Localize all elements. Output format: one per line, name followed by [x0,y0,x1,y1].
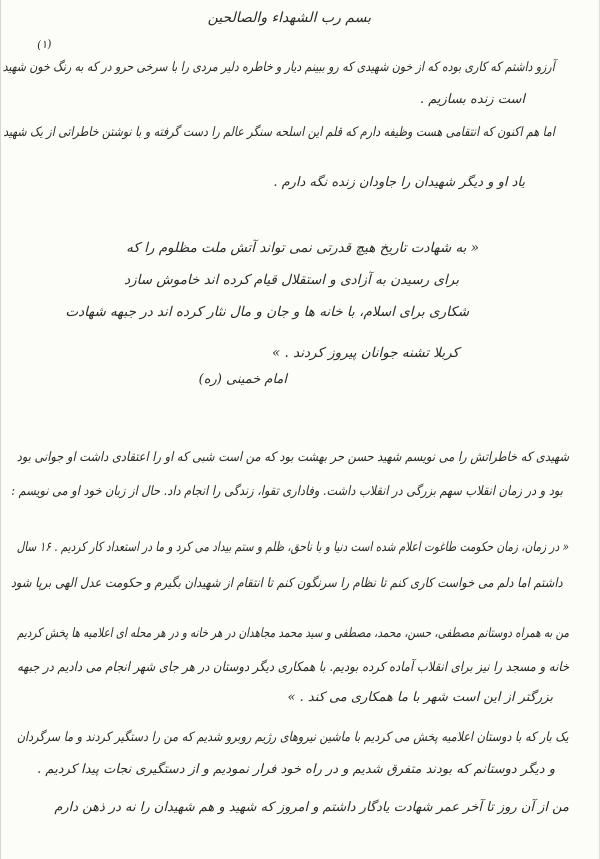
body-line: یک بار که با دوستان اعلامیه پخش می کردیم با ماشین نیروهای رژیم روبرو شدیم که من را دستگیر کردند و ما سرگردان [17,730,569,745]
quote-line: « به شهادت تاریخ هیچ قدرتی نمی تواند آتش ملت مظلوم را که [126,240,479,256]
body-line: بود و در زمان انقلاب سهم بزرگی در انقلاب داشت. وفاداری تقوا، زندگی را انجام داد. حال از زبان خود او می نویسم : [11,484,563,499]
body-line: بزرگتر از این است شهر با ما همکاری می کند . » [287,690,553,705]
quote-line: برای رسیدن به آزادی و استقلال قیام کرده اند خاموش سازد [124,272,459,288]
intro-line: آرزو داشتم که کاری بوده که از خون شهیدی که رو ببینم دیار و خاطره دلیر مردی را با سرخی حرو در که به رنگ خون شهید [2,60,555,75]
margin-note: (۱) [36,37,53,52]
quote-line: شکاری برای اسلام، با خانه ها و جان و مال نثار کرده اند در جبهه شهادت [65,304,469,320]
intro-line: یاد او و دیگر شهیدان را جاودان زنده نگه دارم . [273,175,525,190]
body-line: من به همراه دوستانم مصطفی، حسن، محمد، مصطفی و سید محمد مجاهدان در هر خانه و در هر محله ای اعلامیه ها پخش کردیم [17,626,569,641]
quote-line: کربلا تشنه جوانان پیروز کردند . » [271,345,459,361]
body-line: خانه و مسجد را نیز برای انقلاب آماده کرده بودیم. با همکاری دیگر دوستان در هر جای شهر انجام می دادیم در جبهه [17,660,569,675]
intro-line: اما هم اکنون که انتقامی هست وظیفه دارم که قلم این اسلحه سنگر عالم را دست گرفته و با نوشتن خاطراتی از یک شهید [3,125,555,140]
letter-heading: بسم رب الشهداء والصالحین [207,10,371,26]
body-line: و دیگر دوستانم که بودند متفرق شدیم و در راه خود فرار نمودیم و از دستگیری نجات پیدا کردیم . [37,762,555,777]
body-line: شهیدی که خاطراتش را می نویسم شهید حسن حر بهشت بود که من است شبی که او را اعتقادی داشت او جوانی بود [16,450,569,465]
body-line: داشتم اما دلم می خواست کاری کنم تا نظام را سرنگون کنم تا انتقام از شهیدان بگیرم و حکومت عدل الهی برپا شود [11,576,563,591]
body-line: من از آن روز تا آخر عمر شهادت یادگار داشتم و امروز که شهید و هم شهیدان را نه در ذهن دارم [54,800,569,815]
body-line: « در زمان، زمان حکومت طاغوت اعلام شده است دنیا و با ناحق، ظلم و ستم بیداد می کرد و ما در استعداد کار کردیم . ۱۶ سال [16,540,570,555]
intro-line: است زنده بسازیم . [419,92,525,107]
quote-attribution: امام خمینی (ره) [198,372,287,387]
